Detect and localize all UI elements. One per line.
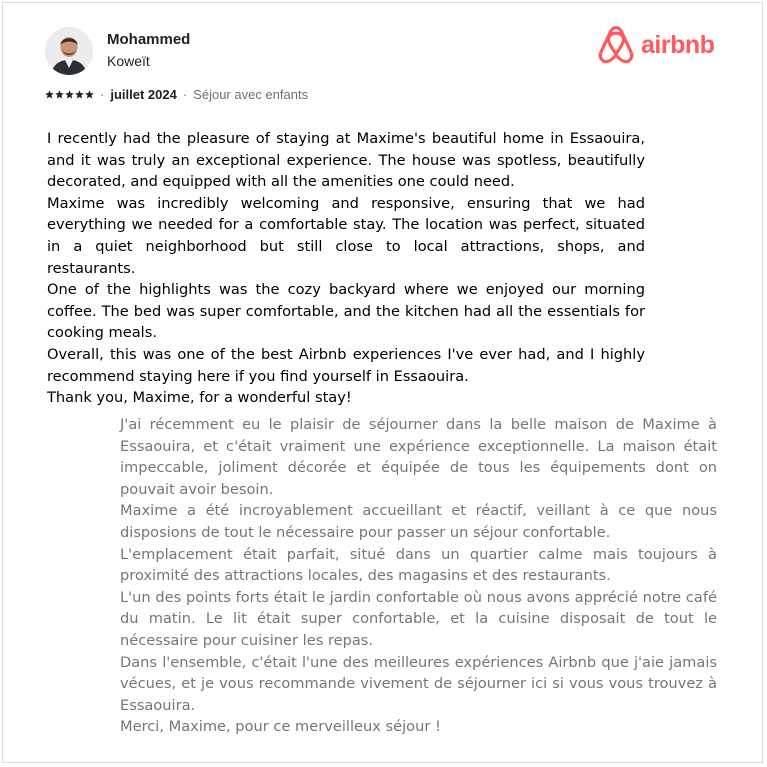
review-paragraph: Dans l'ensemble, c'était l'une des meilleures expériences Airbnb que j'aie jamais vécues, et je vous recommande vivement de séjourner ici si vous vous trouvez à Essaouira. bbox=[120, 653, 717, 714]
review-paragraph: Merci, Maxime, pour ce merveilleux séjour ! bbox=[120, 718, 441, 736]
airbnb-wordmark: airbnb bbox=[641, 30, 715, 59]
star-icon bbox=[45, 90, 54, 99]
star-icon bbox=[85, 90, 94, 99]
review-paragraph: Maxime was incredibly welcoming and responsive, ensuring that we had everything we needed for a comfortable stay. The location was perfect, situated in a quiet neighborhood but still close to local attractions, shops, and restaurants. bbox=[47, 194, 645, 277]
review-paragraph: I recently had the pleasure of staying at Maxime's beautiful home in Essaouira, and it was truly an exceptional experience. The house was spotless, beautifully decorated, and equipped with all the amenities one could need. bbox=[47, 130, 645, 191]
review-text-english bbox=[47, 128, 645, 409]
reviewer-location: Koweït bbox=[107, 53, 150, 69]
review-paragraph: L'un des points forts était le jardin confortable où nous avons apprécié notre café du matin. Le lit était super confortable, et la cuisine disposait de tout le nécessaire pour cuisiner les repas. bbox=[120, 588, 717, 649]
airbnb-belo-icon bbox=[597, 25, 635, 65]
review-date: juillet 2024 bbox=[110, 87, 177, 102]
review-paragraph: One of the highlights was the cozy backyard where we enjoyed our morning coffee. The bed was super comfortable, and the kitchen had all the essentials for cooking meals. bbox=[47, 281, 645, 342]
review-paragraph: Maxime a été incroyablement accueillant et réactif, veillant à ce que nous disposions de tout le nécessaire pour passer un séjour confortable. bbox=[120, 502, 717, 541]
airbnb-logo bbox=[597, 25, 714, 65]
trip-type: Séjour avec enfants bbox=[193, 87, 309, 102]
review-text-french bbox=[120, 414, 717, 738]
avatar-photo-icon bbox=[45, 27, 93, 75]
review-paragraph: Overall, this was one of the best Airbnb experiences I've ever had, and I highly recommend staying here if you find yourself in Essaouira. bbox=[47, 345, 645, 385]
star-icon bbox=[55, 90, 64, 99]
star-rating bbox=[45, 90, 94, 99]
meta-separator: · bbox=[100, 87, 105, 102]
review-paragraph: J'ai récemment eu le plaisir de séjourner dans la belle maison de Maxime à Essaouira, et c'était vraiment une expérience exceptionnelle. La maison était impeccable, joliment décorée et équipée de tous les équipements dont on pouvait avoir besoin. bbox=[120, 416, 717, 498]
star-icon bbox=[65, 90, 74, 99]
star-icon bbox=[75, 90, 84, 99]
meta-separator: · bbox=[182, 87, 188, 102]
review-meta bbox=[45, 87, 308, 102]
reviewer-name[interactable]: Mohammed bbox=[107, 31, 191, 48]
avatar[interactable] bbox=[45, 27, 93, 75]
review-paragraph: Thank you, Maxime, for a wonderful stay! bbox=[47, 389, 352, 407]
review-card bbox=[2, 2, 763, 763]
review-paragraph: L'emplacement était parfait, situé dans un quartier calme mais toujours à proximité des attractions locales, des magasins et des restaurants. bbox=[120, 545, 717, 585]
